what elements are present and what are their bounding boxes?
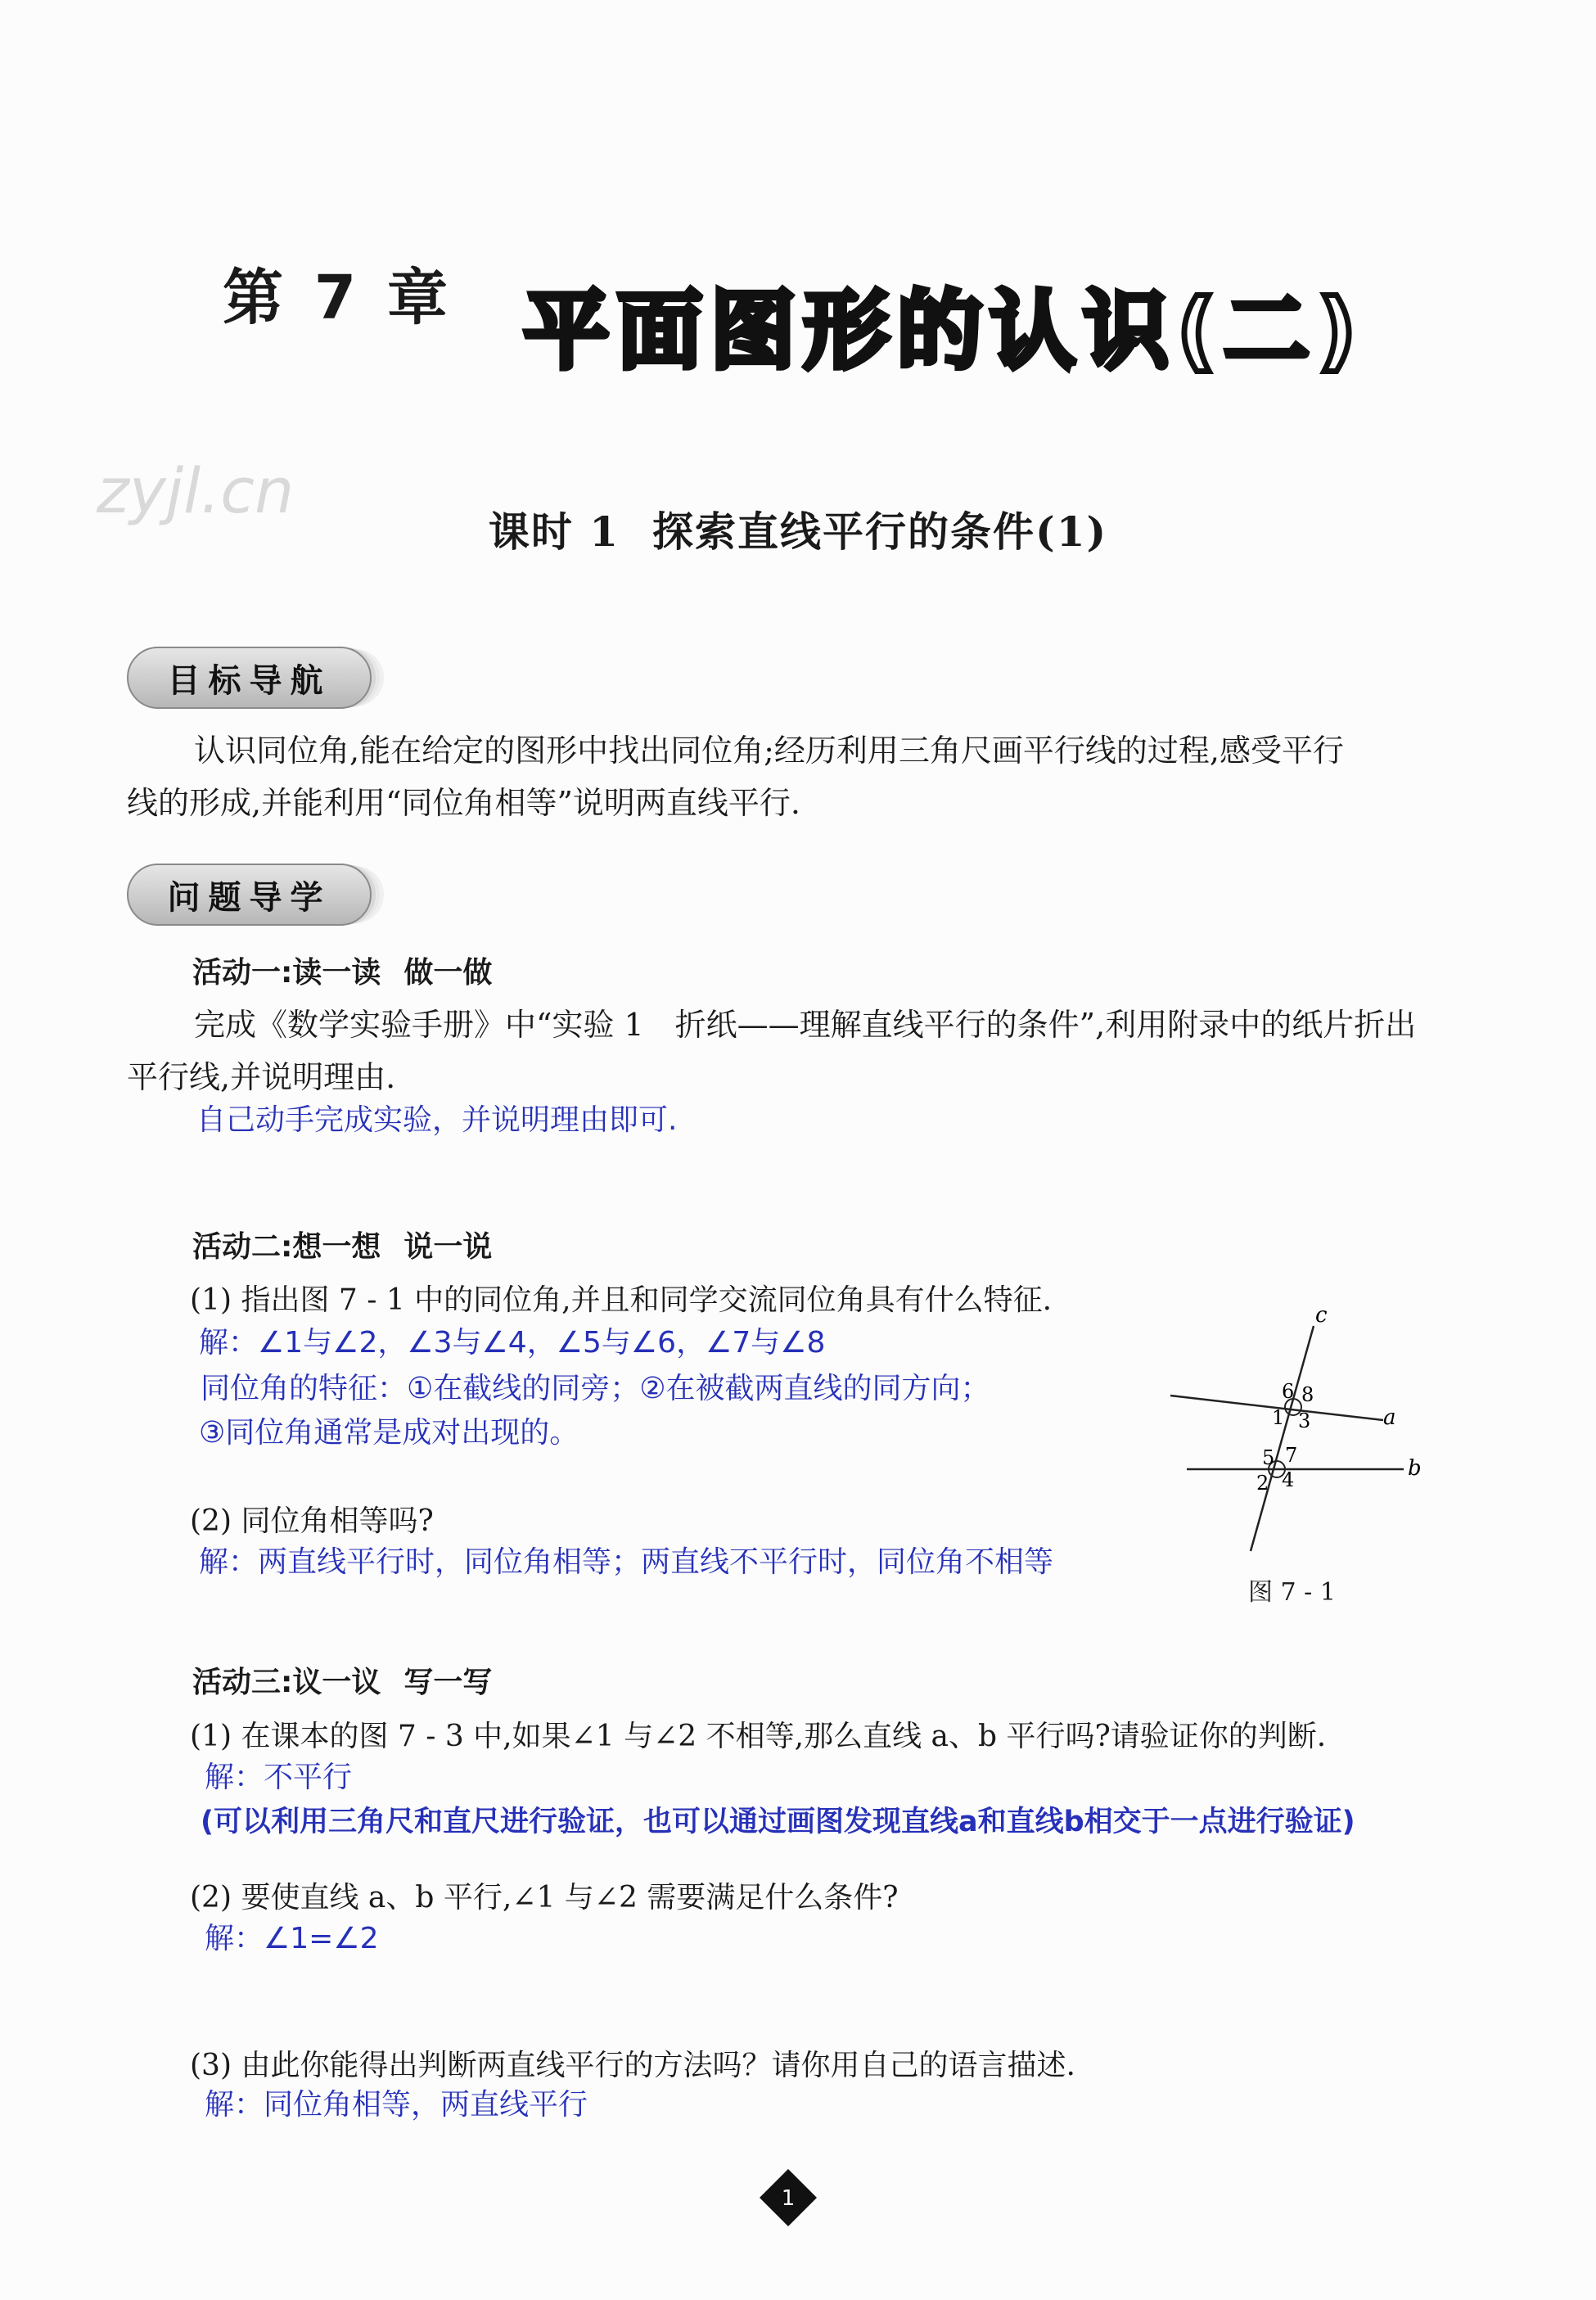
activity1-text	[127, 999, 1477, 1103]
lesson-number: 课时 1	[488, 507, 620, 556]
lesson-title	[0, 499, 1596, 558]
activity2-heading	[192, 1224, 492, 1265]
activity3-answer-1-line-1: 解：不平行	[205, 1761, 353, 1794]
goal-line-2: 线的形成,并能利用“同位角相等”说明两直线平行.	[127, 785, 801, 821]
label-7: 7	[1285, 1444, 1298, 1467]
figure-caption: 图 7 - 1	[1248, 1578, 1336, 1607]
activity3-answer-1-line-2: (可以利用三角尺和直尺进行验证，也可以通过画图发现直线a和直线b相交于一点进行验证)	[201, 1806, 1355, 1838]
activity2-question-2: (2) 同位角相等吗?	[190, 1504, 434, 1538]
activity2-answer-2: 解：两直线平行时，同位角相等；两直线不平行时，同位角不相等	[199, 1545, 1054, 1579]
label-4: 4	[1282, 1468, 1295, 1491]
label-8: 8	[1301, 1383, 1314, 1406]
page-number-badge	[760, 2169, 817, 2226]
activity3-heading	[192, 1659, 492, 1701]
watermark: zyjl.cn	[97, 454, 295, 527]
activity3-answer-3: 解：同位角相等，两直线平行	[205, 2088, 588, 2122]
chapter-title: 平面图形的认识(二)	[524, 281, 1365, 381]
label-5: 5	[1262, 1446, 1275, 1469]
problem-badge: 问题导学	[127, 864, 372, 926]
label-2: 2	[1256, 1472, 1269, 1495]
activity2-answer-1-line-2: 同位角的特征：①在截线的同旁；②在被截两直线的同方向；	[201, 1372, 990, 1405]
label-b: b	[1408, 1456, 1422, 1481]
page-number: 1	[781, 2186, 796, 2211]
figure-7-1	[1162, 1301, 1432, 1563]
label-6: 6	[1282, 1380, 1295, 1403]
activity2-heading-a: 活动二:想一想	[192, 1230, 381, 1264]
activity1-heading-b: 做一做	[404, 956, 493, 990]
activity1-heading-a: 活动一:读一读	[192, 956, 381, 990]
activity3-question-1: (1) 在课本的图 7 - 3 中,如果∠1 与∠2 不相等,那么直线 a、b 平行吗?请验证你的判断.	[190, 1720, 1327, 1753]
activity1-line-2: 平行线,并说明理由.	[127, 1059, 396, 1095]
activity2-answer-1-line-1: 解：∠1与∠2，∠3与∠4，∠5与∠6，∠7与∠8	[199, 1326, 826, 1360]
label-3: 3	[1298, 1409, 1311, 1432]
activity2-heading-b: 说一说	[404, 1230, 493, 1264]
line-c	[1251, 1326, 1314, 1551]
label-a: a	[1383, 1405, 1396, 1430]
goal-text	[127, 724, 1469, 829]
activity2-answer-1-line-3: ③同位角通常是成对出现的。	[199, 1416, 579, 1450]
activity2-question-1: (1) 指出图 7 - 1 中的同位角,并且和同学交流同位角具有什么特征.	[190, 1283, 1053, 1317]
lesson-name: 探索直线平行的条件(1)	[652, 507, 1108, 556]
activity1-heading	[192, 949, 492, 991]
activity3-heading-b: 写一写	[404, 1666, 493, 1699]
activity3-heading-a: 活动三:议一议	[192, 1666, 381, 1699]
label-1: 1	[1272, 1406, 1285, 1429]
chapter-label: 第 7 章	[223, 263, 453, 333]
activity3-question-3: (3) 由此你能得出判断两直线平行的方法吗？请你用自己的语言描述.	[190, 2049, 1075, 2082]
goal-badge: 目标导航	[127, 647, 372, 709]
activity3-question-2: (2) 要使直线 a、b 平行,∠1 与∠2 需要满足什么条件?	[190, 1881, 899, 1914]
goal-line-1: 认识同位角,能在给定的图形中找出同位角;经历利用三角尺画平行线的过程,感受平行	[194, 733, 1344, 769]
activity3-answer-2: 解：∠1=∠2	[205, 1922, 379, 1955]
activity1-line-1: 完成《数学实验手册》中“实验 1 折纸——理解直线平行的条件”,利用附录中的纸片折出	[194, 1007, 1417, 1043]
activity1-answer: 自己动手完成实验，并说明理由即可.	[196, 1103, 678, 1137]
label-c: c	[1315, 1303, 1328, 1328]
